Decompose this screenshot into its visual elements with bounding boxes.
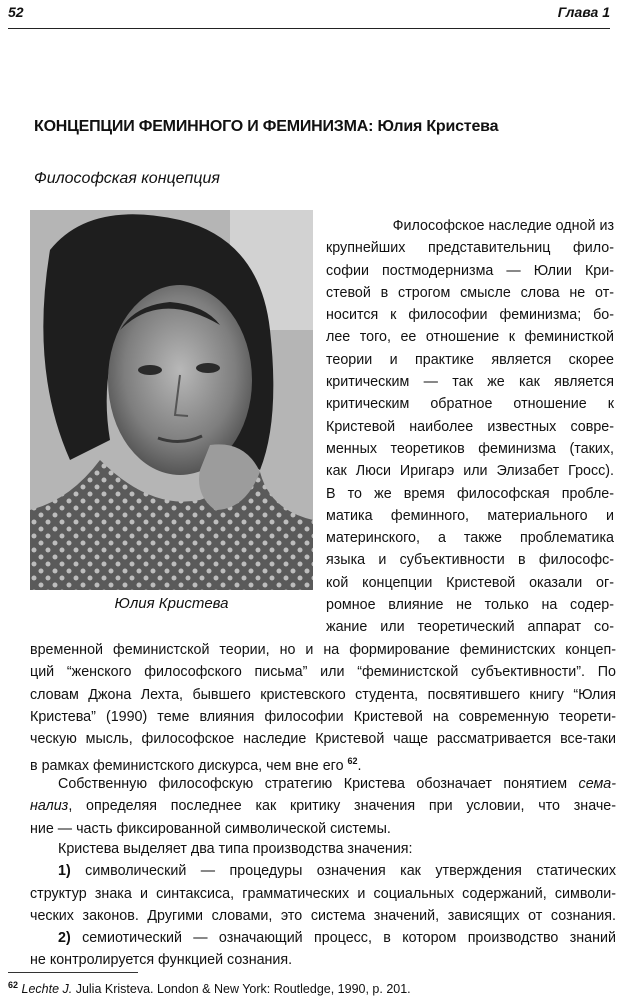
text-line: ческую мысль, философское наследие Кристевой чаще рассматривается все-таки bbox=[30, 731, 616, 748]
text-line: не контролируется функцией сознания. bbox=[30, 952, 293, 969]
text-line bbox=[30, 795, 616, 817]
text-line: матика феминного, материального и bbox=[326, 507, 614, 524]
text-line: носится к философии феминизма; бо- bbox=[326, 307, 614, 324]
paragraph-2 bbox=[30, 773, 616, 840]
text-span: семиотический — означающий процесс, в котором производство знаний bbox=[70, 930, 616, 947]
footnote bbox=[8, 980, 411, 996]
paragraph-3 bbox=[30, 838, 616, 972]
running-header bbox=[8, 0, 610, 29]
text-line: Кристева” (1990) теме влияния философии Кристевой на современную теорети- bbox=[30, 708, 616, 725]
text-line: жание или теоретический аппарат со- bbox=[326, 619, 614, 636]
text-span: , определяя последнее как критику значения при условии, что значе- bbox=[68, 798, 616, 815]
list-number: 2) bbox=[58, 930, 71, 947]
text-line: теории и практике является скорее bbox=[326, 351, 614, 368]
text-line: кой концепции Кристевой оказали ог- bbox=[326, 574, 614, 591]
footnote-reference[interactable]: 62 bbox=[347, 756, 358, 767]
text-span: в рамках феминистского дискурса, чем вне его bbox=[30, 758, 344, 775]
text-line: словам Джона Лехта, бывшего кристевского студента, посвятившего книгу “Юлия bbox=[30, 686, 616, 703]
text-line: материнского, а также проблематика bbox=[326, 530, 614, 547]
text-line: В то же время философская пробле- bbox=[326, 485, 614, 502]
section-title: КОНЦЕПЦИИ ФЕМИННОГО И ФЕМИНИЗМА: Юлия Кристева bbox=[34, 118, 499, 135]
text-line: ние — часть фиксированной символической системы. bbox=[30, 820, 391, 837]
page-number: 52 bbox=[8, 4, 24, 20]
chapter-label: Глава 1 bbox=[557, 4, 610, 20]
term-italic: сема- bbox=[578, 776, 616, 792]
right-column-text bbox=[326, 215, 614, 639]
text-line: Философское наследие одной из bbox=[392, 218, 614, 234]
text-line: софии постмодернизма — Юлии Кри- bbox=[326, 262, 614, 279]
text-line: ческих законов. Другими словами, это система значений, зависящих от сознания. bbox=[30, 907, 616, 924]
text-line: Кристевой наиболее известных совре- bbox=[326, 418, 614, 435]
text-line: ций “женского философского письма” или “феминистской субъективности”. По bbox=[30, 664, 616, 681]
text-line: ромное влияние не только на содер- bbox=[326, 597, 614, 614]
text-line bbox=[30, 860, 616, 882]
footnote-author: Lechte J. bbox=[21, 982, 73, 997]
text-line: в рамках феминистского дискурса, чем вне его $^{62}$. bbox=[30, 756, 362, 775]
text-line: менных теоретиков феминизма (таких, bbox=[326, 440, 614, 457]
text-line: как Люси Иригарэ или Элизабет Гросс). bbox=[326, 463, 614, 480]
text-line: критическим обратное отношение к bbox=[326, 396, 614, 413]
text-line: временной феминистской теории, но и на формирование феминистских концеп- bbox=[30, 642, 616, 658]
text-line: стевой в строгом смысле слова не от- bbox=[326, 284, 614, 301]
paragraph-1-continued bbox=[30, 639, 616, 778]
footnote-text: Julia Kristeva. London & New York: Routledge, 1990, p. 201. bbox=[72, 982, 411, 997]
portrait-photo bbox=[30, 210, 313, 590]
text-line: языка и субъективности в философс- bbox=[326, 552, 614, 569]
footnote-number: 62 bbox=[8, 980, 19, 990]
list-number: 1) bbox=[58, 863, 71, 880]
text-line: крупнейших представительниц фило- bbox=[326, 240, 614, 257]
text-line: критическим — так же как является bbox=[326, 374, 614, 391]
text-line: Кристева выделяет два типа производства значения: bbox=[58, 841, 413, 857]
photo-caption: Юлия Кристева bbox=[114, 595, 229, 612]
footnote-divider bbox=[8, 972, 138, 973]
text-line bbox=[30, 773, 616, 795]
term-italic: нализ bbox=[30, 798, 69, 815]
subsection-title: Философская концепция bbox=[34, 170, 220, 187]
text-span: символический — процедуры означения как утверждения статических bbox=[70, 863, 616, 880]
text-line: лее того, ее отношение к феминисткой bbox=[326, 329, 614, 346]
text-line: структур знака и синтаксиса, грамматических и социальных содержаний, символи- bbox=[30, 885, 616, 902]
text-span: Собственную философскую стратегию Кристева обозначает понятием bbox=[58, 776, 579, 792]
text-line bbox=[30, 927, 616, 949]
